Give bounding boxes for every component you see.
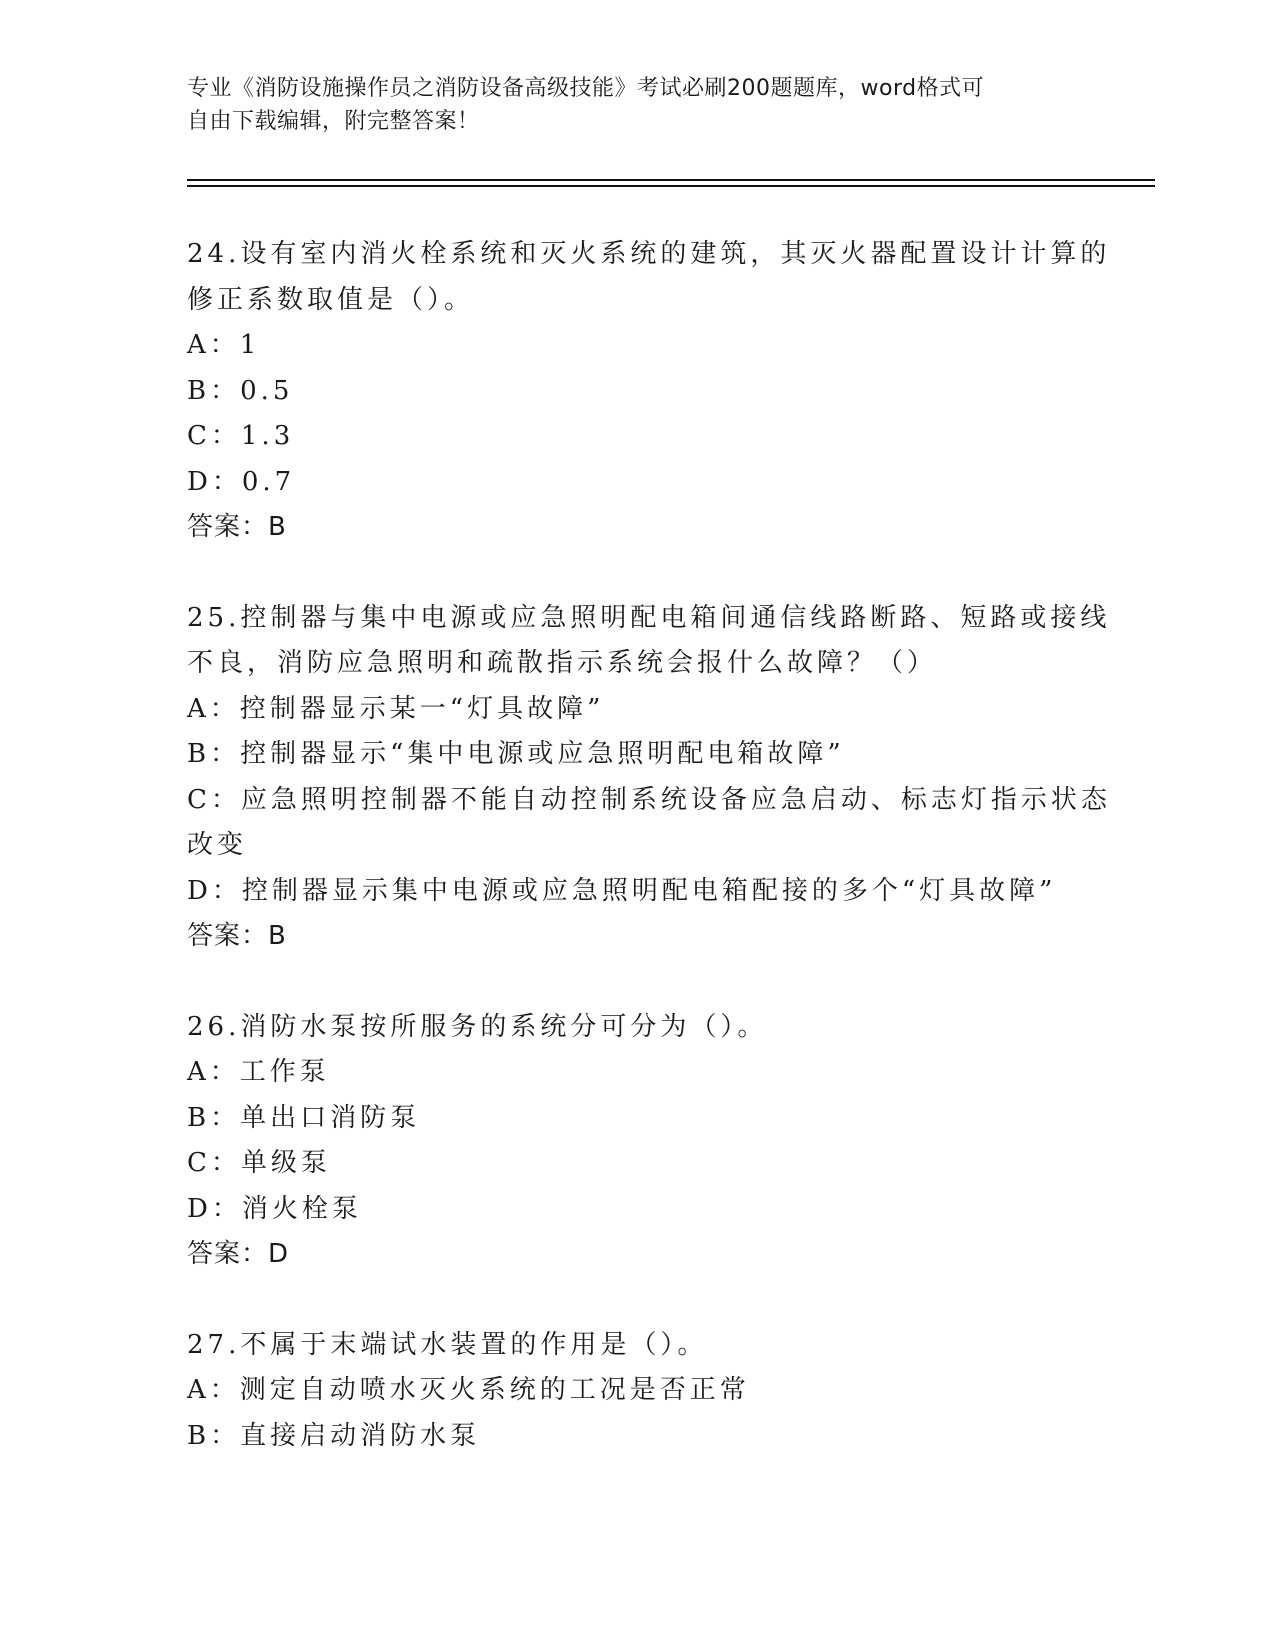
option-b: B：0.5	[187, 375, 294, 406]
answer-label: 答案：B	[187, 921, 287, 951]
option-a: A：测定自动喷水灭火系统的工况是否正常	[187, 1375, 750, 1405]
option-c: C：单级泵	[187, 1148, 331, 1178]
question-text: 修正系数取值是（）。	[187, 284, 475, 315]
question-list	[187, 232, 1111, 1504]
header-line: 自由下载编辑，附完整答案！	[187, 109, 480, 134]
option-c-continued: 改变	[187, 830, 248, 860]
answer-label: 答案：D	[187, 1239, 290, 1269]
option-b: B：直接启动消防水泵	[187, 1420, 481, 1451]
option-c: C：应急照明控制器不能自动控制系统设备应急启动、标志灯指示状态	[187, 784, 1111, 815]
option-b: B：单出口消防泵	[187, 1102, 421, 1133]
option-d: D：控制器显示集中电源或应急照明配电箱配接的多个“灯具故障”	[187, 875, 1057, 906]
option-c: C：1.3	[187, 421, 295, 451]
question-item	[187, 232, 1111, 551]
option-a: A：1	[187, 330, 261, 360]
question-text: 25.控制器与集中电源或应急照明配电箱间通信线路断路、短路或接线	[187, 602, 1111, 633]
document-header	[187, 72, 1067, 138]
question-text: 27.不属于末端试水装置的作用是（）。	[187, 1329, 708, 1360]
question-item	[187, 596, 1111, 960]
option-b: B：控制器显示“集中电源或应急照明配电箱故障”	[187, 739, 845, 769]
option-a: A：控制器显示某一“灯具故障”	[187, 693, 605, 724]
option-a: A：工作泵	[187, 1057, 330, 1087]
answer-label: 答案：B	[187, 512, 287, 542]
header-divider	[187, 179, 1155, 181]
question-text: 26.消防水泵按所服务的系统分可分为（）。	[187, 1011, 768, 1042]
header-line: 专业《消防设施操作员之消防设备高级技能》考试必刷200题题库，word格式可	[187, 76, 985, 101]
option-d: D：消火栓泵	[187, 1193, 362, 1224]
question-item	[187, 1005, 1087, 1278]
header-divider	[187, 185, 1155, 187]
question-item	[187, 1323, 1087, 1460]
question-text: 24.设有室内消火栓系统和灭火系统的建筑，其灭火器配置设计计算的	[187, 239, 1111, 269]
question-text: 不良，消防应急照明和疏散指示系统会报什么故障？（）	[187, 648, 938, 678]
option-d: D：0.7	[187, 466, 296, 497]
